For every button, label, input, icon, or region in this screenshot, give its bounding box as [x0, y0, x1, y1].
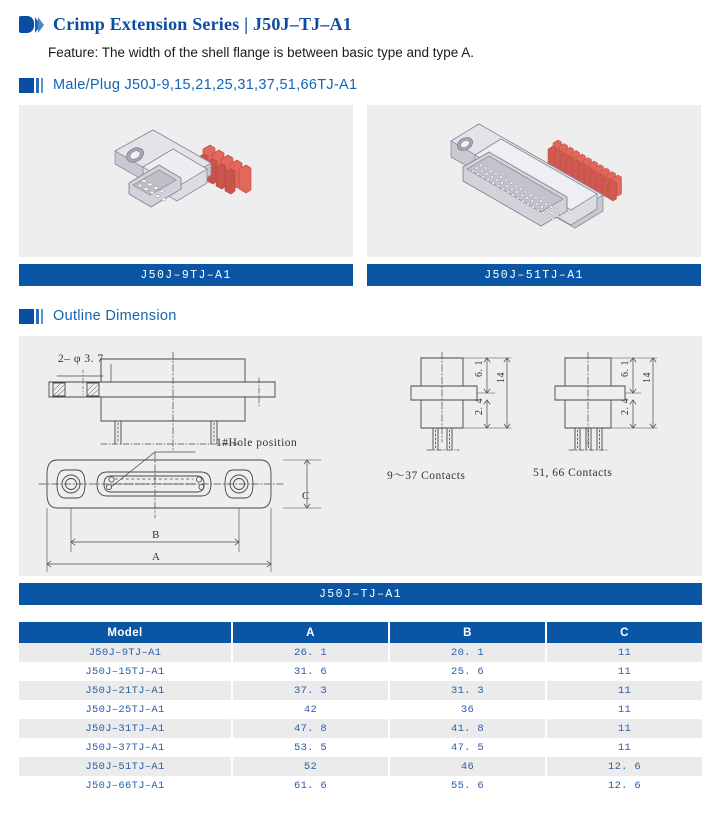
cell-a: 61. 6 [232, 776, 389, 795]
cell-a: 31. 6 [232, 662, 389, 681]
cell-a: 47. 8 [232, 719, 389, 738]
feature-text: Feature: The width of the shell flange is between basic type and type A. [48, 45, 475, 60]
label-depth-61-mid: 6. 1 [474, 360, 485, 377]
column-header-a: A [232, 622, 389, 643]
cell-b: 41. 8 [389, 719, 546, 738]
table-row[interactable] [19, 738, 702, 757]
table-header-row [19, 622, 702, 643]
cell-c: 11 [546, 643, 702, 662]
cell-model: J50J–31TJ–A1 [19, 719, 232, 738]
cell-b: 25. 6 [389, 662, 546, 681]
table-row[interactable] [19, 757, 702, 776]
cell-c: 12. 6 [546, 776, 702, 795]
table-row[interactable] [19, 700, 702, 719]
label-height-14-mid: 14 [496, 372, 507, 383]
engineering-drawing [19, 336, 702, 576]
blue-bars-icon [19, 78, 43, 93]
section-heading-male-plug [19, 77, 721, 93]
cell-c: 11 [546, 662, 702, 681]
page-header [0, 0, 721, 35]
label-depth-24-mid: 2. 4 [474, 398, 485, 415]
section-title: Outline Dimension [53, 308, 177, 324]
cell-b: 31. 3 [389, 681, 546, 700]
cell-a: 42 [232, 700, 389, 719]
cell-c: 11 [546, 719, 702, 738]
cell-a: 52 [232, 757, 389, 776]
label-dim-b: B [152, 529, 160, 541]
connector-9pin-illustration [19, 105, 353, 257]
section-title: Male/Plug J50J-9,15,21,25,31,37,51,66TJ-A1 [53, 77, 358, 93]
product-caption: J50J–51TJ–A1 [367, 264, 701, 286]
product-image-9pin [19, 105, 353, 257]
label-dim-a: A [152, 551, 161, 563]
label-depth-24-right: 2. 4 [620, 398, 631, 415]
outline-drawing-panel [19, 336, 702, 576]
section-heading-outline-dimension [19, 308, 721, 324]
double-chevron-icon [19, 16, 44, 33]
cell-model: J50J–21TJ–A1 [19, 681, 232, 700]
cell-model: J50J–66TJ–A1 [19, 776, 232, 795]
label-dim-c: C [302, 490, 310, 502]
label-hole-position: 1#Hole position [216, 437, 298, 449]
dimension-table [19, 622, 702, 795]
table-row[interactable] [19, 776, 702, 795]
product-card-51pin[interactable] [367, 105, 701, 286]
label-depth-61-right: 6. 1 [620, 360, 631, 377]
cell-model: J50J–25TJ–A1 [19, 700, 232, 719]
page-title: Crimp Extension Series | J50J–TJ–A1 [53, 14, 352, 34]
sub-caption-9-37-contacts: 9～37 Contacts [387, 470, 466, 482]
cell-model: J50J–15TJ–A1 [19, 662, 232, 681]
cell-a: 53. 5 [232, 738, 389, 757]
cell-a: 37. 3 [232, 681, 389, 700]
cell-b: 20. 1 [389, 643, 546, 662]
cell-b: 47. 5 [389, 738, 546, 757]
drawing-caption: J50J–TJ–A1 [19, 583, 702, 605]
cell-b: 46 [389, 757, 546, 776]
product-panels [19, 105, 702, 286]
cell-b: 55. 6 [389, 776, 546, 795]
cell-c: 11 [546, 681, 702, 700]
label-height-14-right: 14 [642, 372, 653, 383]
cell-model: J50J–51TJ–A1 [19, 757, 232, 776]
cell-a: 26. 1 [232, 643, 389, 662]
product-card-9pin[interactable] [19, 105, 353, 286]
cell-c: 12. 6 [546, 757, 702, 776]
column-header-c: C [546, 622, 702, 643]
table-row[interactable] [19, 719, 702, 738]
table-row[interactable] [19, 643, 702, 662]
cell-b: 36 [389, 700, 546, 719]
column-header-model: Model [19, 622, 232, 643]
table-row[interactable] [19, 662, 702, 681]
table-body [19, 643, 702, 795]
product-image-51pin [367, 105, 701, 257]
cell-c: 11 [546, 700, 702, 719]
cell-model: J50J–37TJ–A1 [19, 738, 232, 757]
connector-51pin-illustration [367, 105, 701, 257]
cell-model: J50J–9TJ–A1 [19, 643, 232, 662]
column-header-b: B [389, 622, 546, 643]
blue-bars-icon [19, 309, 43, 324]
outline-dimension-block [19, 336, 702, 605]
sub-caption-51-66-contacts: 51, 66 Contacts [533, 467, 613, 479]
label-hole-diameter: 2– φ 3. 7 [58, 353, 104, 365]
cell-c: 11 [546, 738, 702, 757]
table-row[interactable] [19, 681, 702, 700]
product-caption: J50J–9TJ–A1 [19, 264, 353, 286]
